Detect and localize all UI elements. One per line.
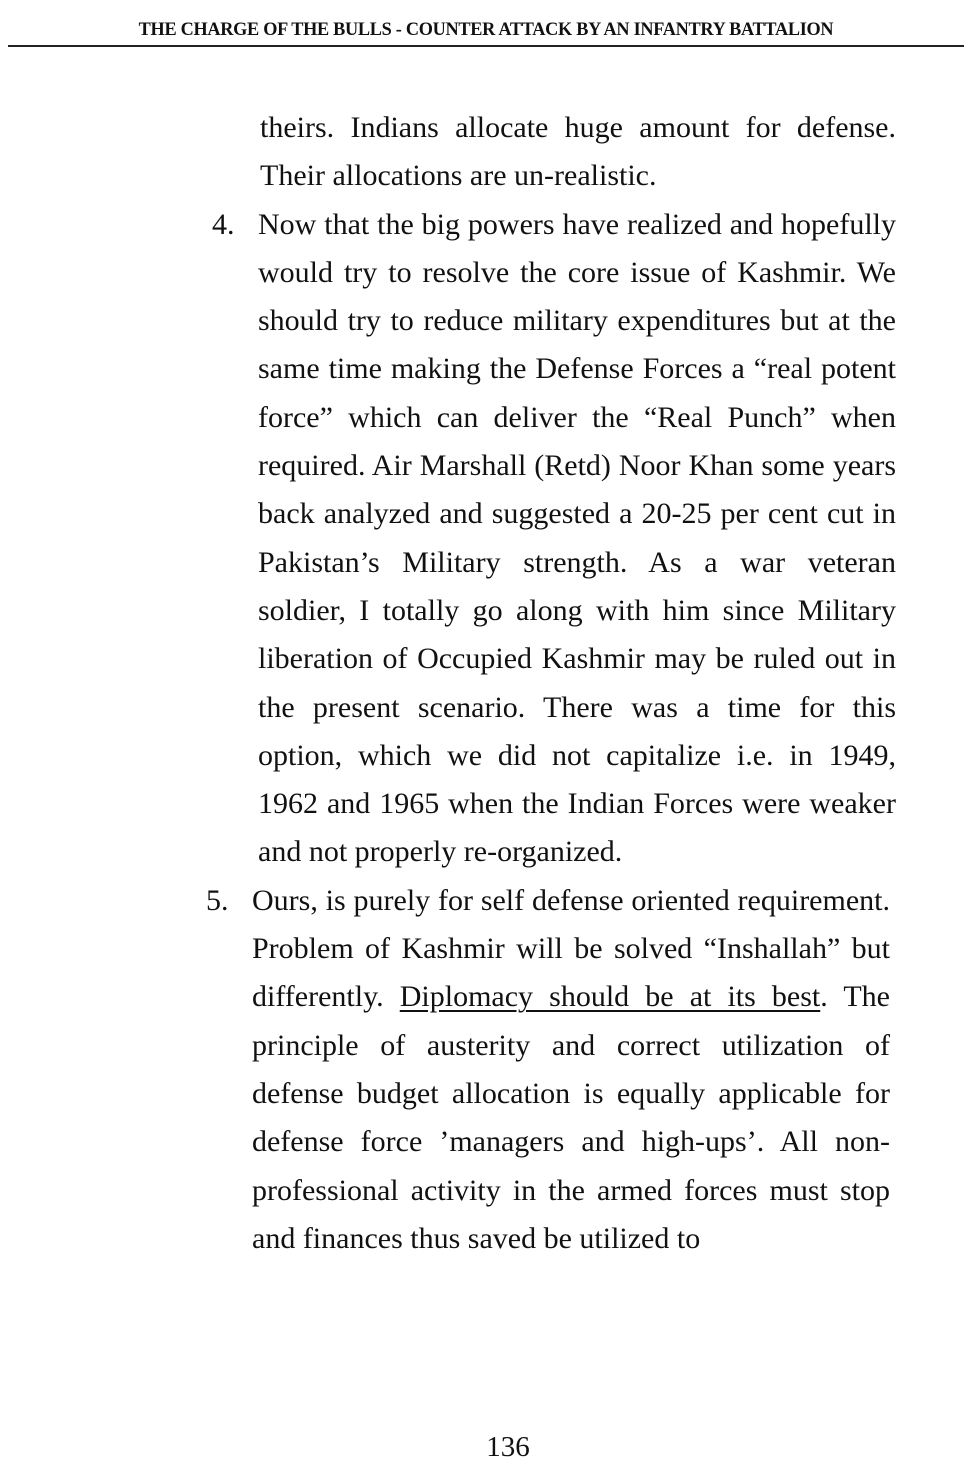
list-item-4 xyxy=(212,201,896,877)
running-title: THE CHARGE OF THE BULLS - COUNTER ATTACK BY AN INFANTRY BATTALION xyxy=(138,19,834,40)
continued-paragraph: theirs. Indians allocate huge amount for defense. Their allocations are un-realistic. xyxy=(260,111,896,193)
list-item-text: Now that the big powers have realized and hopefully would try to resolve the core issue of Kashmir. We should try to reduce military expenditures but at the same time making the Defense Forces a “real potent force” which can deliver the “Real Punch” when required. Air Marshall (Retd) Noor Khan some years back analyzed and suggested a 20-25 per cent cut in Pakistan’s Military strength. As a war veteran soldier, I totally go along with him since Military liberation of Occupied Kashmir may be ruled out in the present scenario. There was a time for this option, which we did not capitalize i.e. in 1949, 1962 and 1965 when the Indian Forces were weaker and not properly re-organized. xyxy=(258,207,896,869)
list-item-number: 5. xyxy=(206,883,229,917)
list-item-text-start: Ours, is purely for self defense oriented requirement. Problem of Kashmir will be solved “Inshallah” but differently. xyxy=(252,883,890,1014)
underlined-phrase: Diplomacy should be at its best xyxy=(399,980,821,1014)
list-item-text-end: . The principle of austerity and correct utilization of defense budget allocation is equally applicable for defense force ’managers and high-ups’. All non-professional activity in the armed forces must stop and finances thus saved be utilized to xyxy=(252,980,890,1255)
page-number: 136 xyxy=(486,1431,530,1463)
list-item-number: 4. xyxy=(212,207,235,241)
running-header xyxy=(8,19,964,47)
list-item-5 xyxy=(206,877,890,1263)
page-body xyxy=(0,104,968,1263)
